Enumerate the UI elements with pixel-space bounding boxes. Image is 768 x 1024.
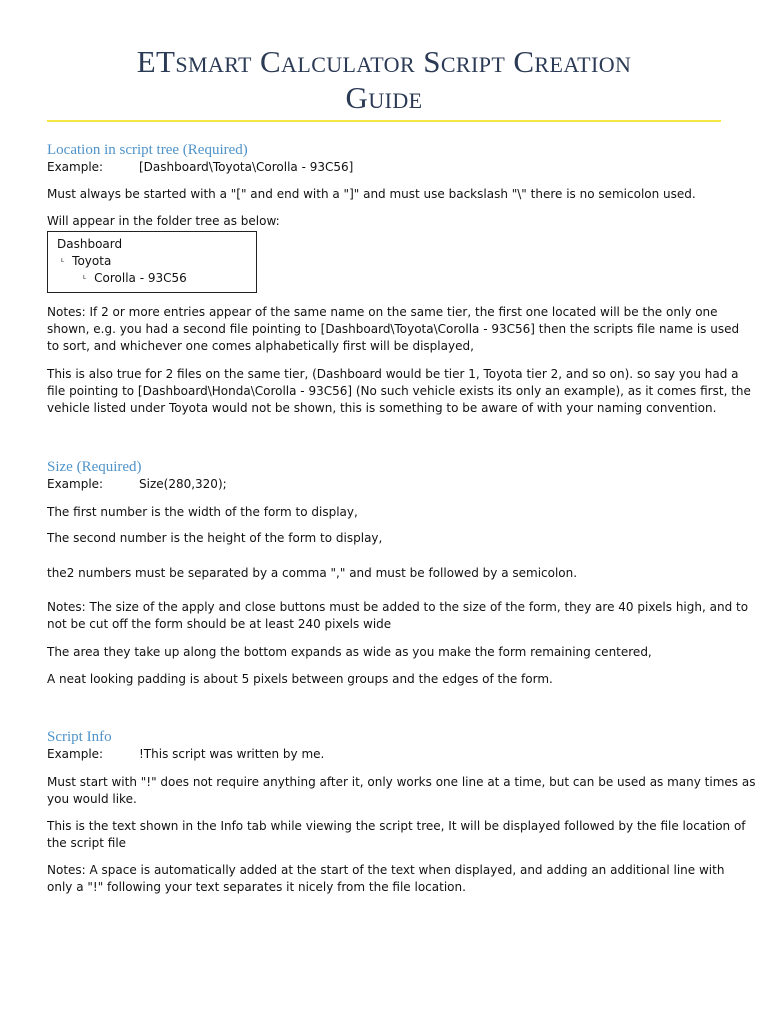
tree-grandchild [83,270,187,289]
location-example-label: Example: [47,160,104,174]
paragraph-line: not be cut off the form should be at least 240 pixels wide [47,617,392,631]
location-example [47,159,725,176]
size-area: The area they take up along the bottom expands as wide as you make the form remaining centered, [47,645,652,659]
paragraph-line: file pointing to [Dashboard\Honda\Corolla - 93C56] (No such vehicle exists its only an example), as it comes first, the [47,384,751,398]
location-rule: Must always be started with a "[" and end with a "]" and must use backslash "\" there is no semicolon used. [47,187,696,201]
size-first: The first number is the width of the form to display, [47,505,358,519]
size-heading: Size (Required) [47,459,142,475]
paragraph-line: This is also true for 2 files on the same tier, (Dashboard would be tier 1, Toyota tier 2, and so on). so say you had a [47,367,739,381]
title-line-2: Guide [345,80,423,115]
tree-child-label: Toyota [72,254,112,268]
size-second: The second number is the height of the form to display, [47,531,383,545]
paragraph-line: Must start with "!" does not require anything after it, only works one line at a time, but can be used as many times as [47,775,756,789]
title-underline [47,120,721,122]
paragraph-line: Notes: A space is automatically added at the start of the text when displayed, and adding an additional line with [47,863,725,877]
info-start [47,774,756,808]
size-notes [47,599,749,633]
paragraph-line: shown, e.g. you had a second file pointing to [Dashboard\Toyota\Corolla - 93C56] then the scripts file name is used [47,322,740,336]
tree-intro: Will appear in the folder tree as below: [47,214,280,228]
info-example-label: Example: [47,747,104,761]
paragraph-line: only a "!" following your text separates it nicely from the file location. [47,880,466,894]
info-shown [47,818,746,852]
tree-branch-icon: ᴸ [83,275,87,285]
size-example [47,476,725,493]
paragraph-line: Notes: If 2 or more entries appear of the same name on the same tier, the first one located will be the only one [47,305,718,319]
paragraph-line: you would like. [47,792,137,806]
info-example [47,746,725,763]
info-heading: Script Info [47,729,112,745]
folder-tree-box [47,231,257,293]
paragraph-line: This is the text shown in the Info tab while viewing the script tree, It will be displayed followed by the file location of [47,819,746,833]
tree-root: Dashboard [57,237,123,251]
location-heading: Location in script tree (Required) [47,142,248,158]
info-notes [47,862,725,896]
location-example-value: [Dashboard\Toyota\Corolla - 93C56] [139,160,354,174]
tree-branch-icon: ᴸ [61,258,65,268]
info-example-value: !This script was written by me. [139,747,325,761]
location-notes [47,304,740,355]
tree-grandchild-label: Corolla - 93C56 [94,271,187,285]
page-title [47,44,721,116]
paragraph-line: Notes: The size of the apply and close buttons must be added to the size of the form, they are 40 pixels high, and to [47,600,749,614]
size-example-label: Example: [47,477,104,491]
size-padding: A neat looking padding is about 5 pixels between groups and the edges of the form. [47,672,553,686]
paragraph-line: vehicle listed under Toyota would not be shown, this is something to be aware of with your naming convention. [47,401,717,415]
paragraph-line: the script file [47,836,127,850]
size-example-value: Size(280,320); [139,477,227,491]
title-line-1: ETsmart Calculator Script Creation [136,44,632,79]
size-separator: the2 numbers must be separated by a comma "," and must be followed by a semicolon. [47,566,578,580]
location-also [47,366,751,417]
paragraph-line: to sort, and whichever one comes alphabetically first will be displayed, [47,339,474,353]
